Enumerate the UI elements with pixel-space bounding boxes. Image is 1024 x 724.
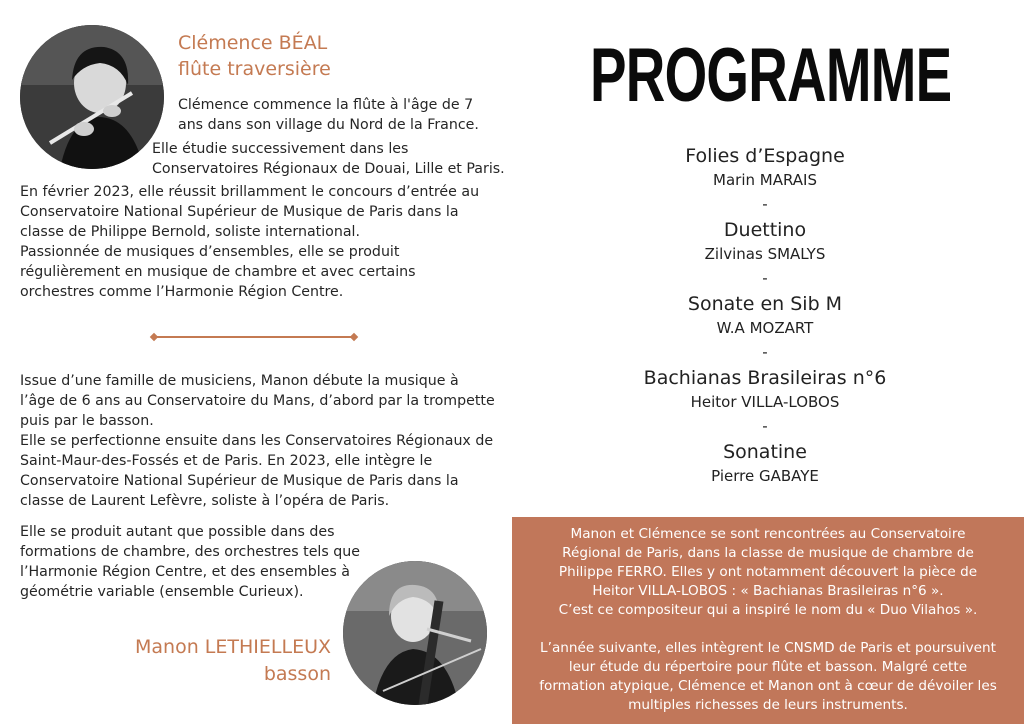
bio-line: l’âge de 6 ans au Conservatoire du Mans, d’abord par la trompette	[20, 393, 495, 409]
duo-paragraph-1	[512, 517, 1024, 620]
bassoonist-illustration	[343, 561, 487, 705]
clemence-name: Clémence BÉAL	[178, 32, 328, 54]
clemence-bio	[0, 0, 520, 310]
work-title: Sonatine	[723, 441, 807, 463]
work-composer: Zilvinas SMALYS	[704, 245, 826, 263]
bio-line: ans dans son village du Nord de la France.	[178, 117, 479, 133]
section-divider	[154, 336, 354, 338]
work-title: Sonate en Sib M	[687, 293, 843, 315]
duo-line: leur étude du répertoire pour flûte et basson. Malgré cette	[568, 659, 968, 675]
bio-line: géométrie variable (ensemble Curieux).	[20, 584, 304, 600]
bio-line: l’Harmonie Région Centre, et des ensembles à	[20, 564, 350, 580]
bio-line: orchestres comme l’Harmonie Région Centre.	[20, 284, 344, 300]
bio-line: Conservatoire National Supérieur de Musique de Paris dans la	[20, 204, 459, 220]
duo-line: Manon et Clémence se sont rencontrées au Conservatoire	[570, 526, 966, 542]
duo-line: L’année suivante, elles intègrent le CNSMD de Paris et poursuivent	[540, 640, 996, 656]
bio-line: formations de chambre, des orchestres tels que	[20, 544, 361, 560]
work-title: Folies d’Espagne	[685, 145, 845, 167]
bio-line: Saint-Maur-des-Fossés et de Paris. En 2023, elle intègre le	[20, 453, 433, 469]
bio-line: Elle se produit autant que possible dans des	[20, 524, 335, 540]
bio-line: Conservatoires Régionaux de Douai, Lille et Paris.	[152, 161, 505, 177]
programme-title: PROGRAMME	[590, 33, 952, 118]
duo-info-box	[512, 517, 1024, 724]
duo-line: Philippe FERRO. Elles y ont notamment découvert la pièce de	[558, 564, 978, 580]
work-separator: -	[762, 343, 768, 361]
duo-line: multiples richesses de leurs instruments.	[628, 697, 908, 713]
bio-line: En février 2023, elle réussit brillamment le concours d’entrée au	[20, 184, 480, 200]
duo-line: Heitor VILLA-LOBOS : « Bachianas Brasileiras n°6 ».	[592, 583, 944, 599]
manon-instrument: basson	[263, 663, 331, 685]
manon-photo	[343, 561, 487, 705]
bio-line: Elle étudie successivement dans les	[152, 141, 409, 157]
duo-line: C’est ce compositeur qui a inspiré le nom du « Duo Vilahos ».	[558, 602, 978, 618]
bio-line: Clémence commence la flûte à l'âge de 7	[178, 97, 474, 113]
programme-list	[600, 143, 930, 487]
manon-bio	[20, 371, 510, 511]
bio-line: régulièrement en musique de chambre et avec certains	[20, 264, 416, 280]
duo-paragraph-2	[512, 639, 1024, 715]
work-composer: Pierre GABAYE	[711, 467, 819, 485]
duo-line: Régional de Paris, dans la classe de musique de chambre de	[562, 545, 974, 561]
work-composer: Heitor VILLA-LOBOS	[690, 393, 840, 411]
manon-bio-2	[20, 522, 360, 602]
clemence-instrument: flûte traversière	[178, 58, 331, 80]
bio-line: Elle se perfectionne ensuite dans les Conservatoires Régionaux de	[20, 433, 494, 449]
bio-line: puis par le basson.	[20, 413, 154, 429]
divider-ornament-left	[150, 333, 158, 341]
bio-line: classe de Philippe Bernold, soliste international.	[20, 224, 360, 240]
bio-line: classe de Laurent Lefèvre, soliste à l’opéra de Paris.	[20, 493, 390, 509]
work-title: Duettino	[723, 219, 807, 241]
work-title: Bachianas Brasileiras n°6	[643, 367, 887, 389]
bio-line: Issue d’une famille de musiciens, Manon débute la musique à	[20, 373, 459, 389]
manon-name: Manon LETHIELLEUX	[135, 636, 331, 658]
work-separator: -	[762, 417, 768, 435]
duo-line: formation atypique, Clémence et Manon ont à cœur de dévoiler les	[539, 678, 997, 694]
work-separator: -	[762, 269, 768, 287]
divider-ornament-right	[350, 333, 358, 341]
work-composer: W.A MOZART	[716, 319, 814, 337]
work-separator: -	[762, 195, 768, 213]
bio-line: Passionnée de musiques d’ensembles, elle se produit	[20, 244, 400, 260]
bio-line: Conservatoire National Supérieur de Musique de Paris dans la	[20, 473, 459, 489]
work-composer: Marin MARAIS	[713, 171, 817, 189]
